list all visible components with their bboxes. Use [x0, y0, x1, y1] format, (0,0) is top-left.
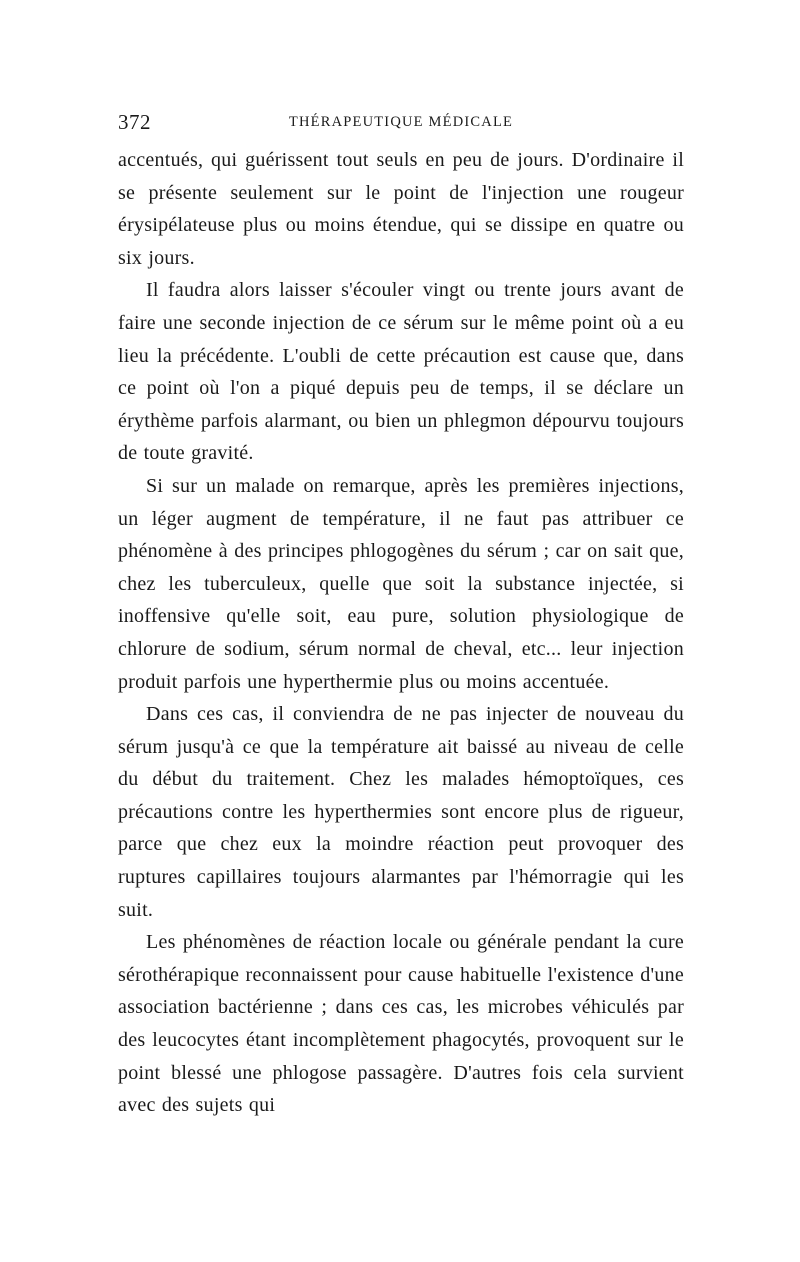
paragraph-5: Les phénomènes de réaction locale ou générale pendant la cure sérothérapique reconnaissent pour cause habituelle l'existence d'une association bactérienne ; dans ces cas, les microbes véhiculés par des leucocytes étant incomplètement phagocytés, provoquent sur le point blessé une phlogose passagère. D'autres fois cela survient avec des sujets qui	[118, 931, 684, 1117]
page-number: 372	[118, 110, 151, 134]
body-text	[118, 144, 684, 1122]
running-title: THÉRAPEUTIQUE MÉDICALE	[288, 114, 514, 130]
paragraph-1: accentués, qui guérissent tout seuls en peu de jours. D'ordinaire il se présente seulement sur le point de l'injection une rougeur érysipélateuse plus ou moins étendue, qui se dissipe en quatre ou six jours.	[118, 149, 684, 269]
paragraph-4: Dans ces cas, il conviendra de ne pas injecter de nouveau du sérum jusqu'à ce que la température ait baissé au niveau de celle du début du traitement. Chez les malades hémoptoïques, ces précautions contre les hyperthermies sont encore plus de rigueur, parce que chez eux la moindre réaction peut provoquer des ruptures capillaires toujours alarmantes par l'hémorragie qui les suit.	[118, 703, 684, 921]
book-page	[118, 110, 684, 1122]
paragraph-3: Si sur un malade on remarque, après les premières injections, un léger augment de température, il ne faut pas attribuer ce phénomène à des principes phlogogènes du sérum ; car on sait que, chez les tuberculeux, quelle que soit la substance injectée, si inoffensive qu'elle soit, eau pure, solution physiologique de chlorure de sodium, sérum normal de cheval, etc... leur injection produit parfois une hyperthermie plus ou moins accentuée.	[118, 474, 684, 693]
paragraph-2: Il faudra alors laisser s'écouler vingt ou trente jours avant de faire une seconde injection de ce sérum sur le même point où a eu lieu la précédente. L'oubli de cette précaution est cause que, dans ce point où l'on a piqué depuis peu de temps, il se déclare un érythème parfois alarmant, ou bien un phlegmon dépourvu toujours de toute gravité.	[118, 279, 684, 465]
running-head	[118, 110, 684, 144]
